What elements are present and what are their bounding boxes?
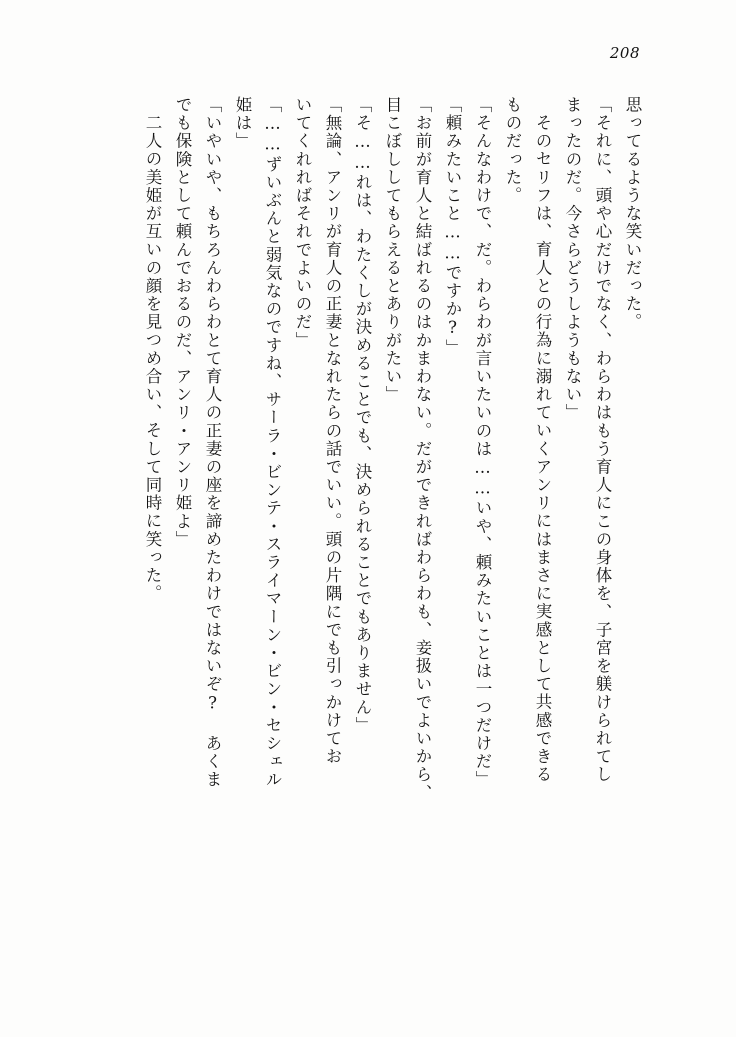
text-column: いてくれればそれでよいのだ」 <box>293 96 312 350</box>
text-column: でも保険として頼んでおるのだ、アンリ・アンリ姫よ」 <box>173 96 192 549</box>
text-column: 二人の美姫が互いの顔を見つめ合い、そして同時に笑った。 <box>143 114 162 603</box>
text-column: 「そんなわけで、だ。わらわが言いたいのは……いや、頼みたいことは一つだけだ」 <box>473 96 492 789</box>
text-column: 「そ……れは、わたくしが決めることでも、決められることでもありません」 <box>353 96 372 735</box>
page-body-text <box>78 96 640 956</box>
text-column: まったのだ。今さらどうしようもない」 <box>563 96 582 422</box>
page-number: 208 <box>609 44 640 62</box>
text-column: そのセリフは、育人との行為に溺れていくアンリにはまさに実感として共感できる <box>533 114 552 784</box>
text-column: 「……ずいぶんと弱気なのですね、サーラ・ビンテ・スライマーン・ビン・セシェル <box>263 96 282 789</box>
text-column: 目こぼししてもらえるとありがたい」 <box>383 96 402 404</box>
text-column: 「それに、頭や心だけでなく、わらわはもう育人にこの身体を、子宮を躾けられてし <box>593 96 612 784</box>
text-column: 思ってるような笑いだった。 <box>623 96 642 332</box>
text-column: 「頼みたいこと……ですか?」 <box>443 96 462 357</box>
text-column: ものだった。 <box>503 96 522 205</box>
text-column: 「無論、アンリが育人の正妻となれたらの話でいい。頭の片隅にでも引っかけてお <box>323 96 342 766</box>
text-column: 「お前が育人と結ばれるのはかまわない。だができればわらわも、妾扱いでよいから、 <box>413 96 432 802</box>
text-column: 姫は」 <box>233 96 252 151</box>
text-column: 「いやいや、もちろんわらわとて育人の正妻の座を諦めたわけではないぞ? あくま <box>203 96 222 789</box>
